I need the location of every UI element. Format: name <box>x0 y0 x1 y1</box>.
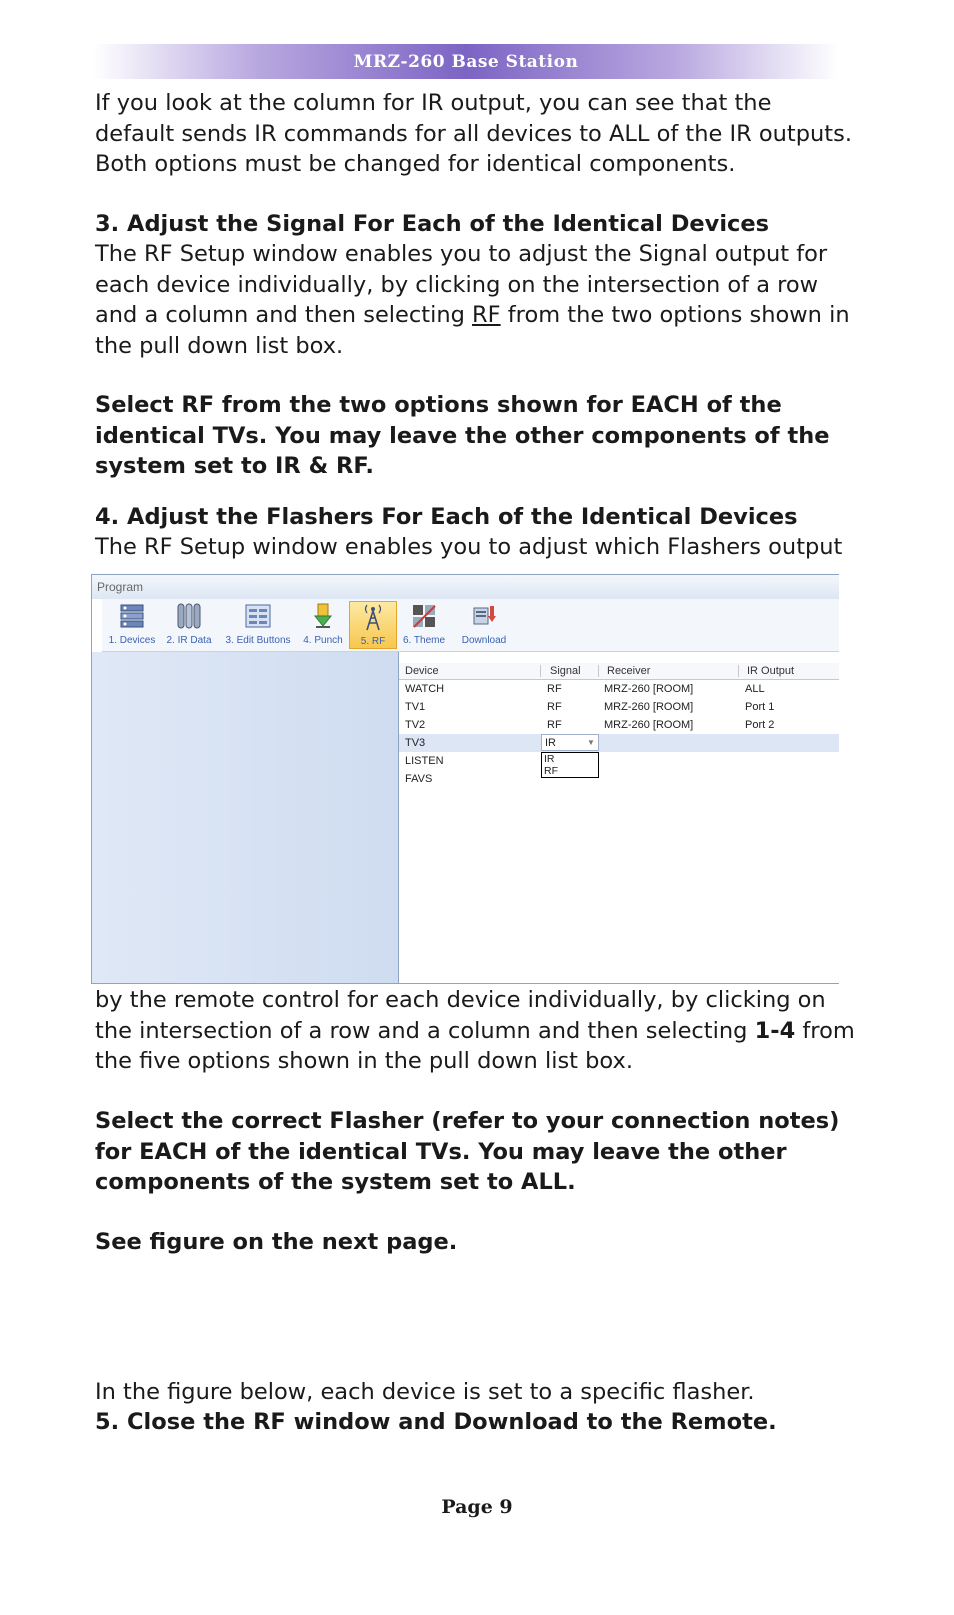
toolbar-label: Download <box>461 635 507 646</box>
cell-device[interactable]: LISTEN <box>405 755 444 767</box>
page-header-title: MRZ-260 Base Station <box>353 51 579 72</box>
program-toolbar <box>102 599 839 652</box>
step3-heading: 3. Adjust the Signal For Each of the Identical Devices <box>95 211 770 237</box>
step3-body-text: The RF Setup window enables you to adjust the Signal output for each device individually, by clicking on the intersection of a row and a column and then selecting <box>95 241 828 328</box>
step4-heading: 4. Adjust the Flashers For Each of the Identical Devices <box>95 504 798 530</box>
step3-instruction: Select RF from the two options shown for EACH of the identical TVs. You may leave the other components of the system set to IR & RF. <box>95 392 830 479</box>
step4-instruction: Select the correct Flasher (refer to your connection notes) for EACH of the identical TVs. You may leave the other components of the system set to ALL. <box>95 1108 840 1195</box>
download-icon <box>469 601 499 631</box>
column-divider <box>598 665 599 677</box>
toolbar-theme-button[interactable] <box>399 601 449 649</box>
step5-heading: 5. Close the RF window and Download to the Remote. <box>95 1409 777 1435</box>
cell-device[interactable]: TV2 <box>405 719 426 731</box>
cell-device[interactable]: WATCH <box>405 683 445 695</box>
cell-ir-output[interactable]: Port 1 <box>745 701 775 713</box>
devices-icon <box>117 601 147 631</box>
chevron-down-icon[interactable]: ▼ <box>587 738 595 747</box>
table-row-selected[interactable] <box>399 734 839 752</box>
column-divider <box>540 665 541 677</box>
cell-signal[interactable]: RF <box>547 701 562 713</box>
toolbar-label: 5. RF <box>360 636 386 647</box>
signal-select[interactable] <box>541 734 599 751</box>
closing-line: In the figure below, each device is set to a specific flasher. <box>95 1379 755 1405</box>
cell-receiver[interactable]: MRZ-260 [ROOM] <box>604 701 694 713</box>
toolbar-devices-button[interactable] <box>104 601 160 649</box>
window-title: Program <box>92 575 839 599</box>
cell-device[interactable]: TV3 <box>405 737 426 749</box>
edit-buttons-icon <box>243 601 273 631</box>
toolbar-label: 4. Punch <box>303 635 343 646</box>
cell-ir-output[interactable]: Port 2 <box>745 719 775 731</box>
step3-body <box>95 239 855 361</box>
toolbar-ir-data-button[interactable] <box>162 601 216 649</box>
toolbar-edit-buttons-button[interactable] <box>219 601 297 649</box>
page-header-banner <box>93 44 839 79</box>
toolbar-label: 1. Devices <box>108 635 156 646</box>
cell-signal[interactable]: RF <box>547 683 562 695</box>
toolbar-download-button[interactable] <box>454 601 514 649</box>
table-row[interactable] <box>399 698 839 716</box>
dropdown-option-rf[interactable]: RF <box>544 765 558 777</box>
signal-dropdown-list[interactable] <box>541 752 599 778</box>
navigation-pane <box>92 652 399 984</box>
toolbar-punch-button[interactable] <box>300 601 346 649</box>
rf-setup-screenshot <box>91 574 839 984</box>
page-number: Page 9 <box>441 1496 513 1518</box>
step3-body-text-end: from the two options shown in the pull down list box. <box>95 302 850 359</box>
theme-icon <box>409 601 439 631</box>
column-header-device[interactable]: Device <box>405 665 439 677</box>
table-row[interactable] <box>399 716 839 734</box>
cell-ir-output[interactable]: ALL <box>745 683 765 695</box>
intro-paragraph: If you look at the column for IR output, you can see that the default sends IR commands for all devices to ALL of the IR outputs. Both options must be changed for identical components. <box>95 90 852 177</box>
step3-body-rf: RF <box>472 302 501 328</box>
column-header-ir-output[interactable]: IR Output <box>747 665 795 677</box>
step4-body-text: by the remote control for each device individually, by clicking on the intersection of a row and a column and then selecting <box>95 987 826 1044</box>
column-header-receiver[interactable]: Receiver <box>607 665 651 677</box>
dropdown-option-ir[interactable]: IR <box>542 753 598 765</box>
ir-data-icon <box>174 601 204 631</box>
cell-receiver[interactable]: MRZ-260 [ROOM] <box>604 683 694 695</box>
cell-receiver[interactable]: MRZ-260 [ROOM] <box>604 719 694 731</box>
cell-device[interactable]: TV1 <box>405 701 426 713</box>
cell-signal[interactable]: RF <box>547 719 562 731</box>
rf-setup-table <box>399 663 839 788</box>
toolbar-rf-button[interactable] <box>349 601 397 649</box>
signal-select-value: IR <box>545 737 556 749</box>
step4-body-top: The RF Setup window enables you to adjust which Flashers output <box>95 534 843 560</box>
toolbar-label: 2. IR Data <box>166 635 212 646</box>
table-row[interactable] <box>399 680 839 698</box>
table-row[interactable] <box>399 770 839 788</box>
see-figure-note: See figure on the next page. <box>95 1229 458 1255</box>
step4-body-range: 1-4 <box>754 1017 796 1044</box>
cell-device[interactable]: FAVS <box>405 773 433 785</box>
column-header-signal[interactable]: Signal <box>550 665 581 677</box>
rf-tower-icon <box>358 602 388 632</box>
column-divider <box>738 665 739 677</box>
toolbar-label: 6. Theme <box>402 635 446 646</box>
step4-body <box>95 985 855 1077</box>
punch-icon <box>308 601 338 631</box>
toolbar-label: 3. Edit Buttons <box>225 635 291 646</box>
step4-body-text-end: from the five options shown in the pull down list box. <box>95 1017 855 1074</box>
table-row[interactable] <box>399 752 839 777</box>
table-header <box>399 663 839 680</box>
